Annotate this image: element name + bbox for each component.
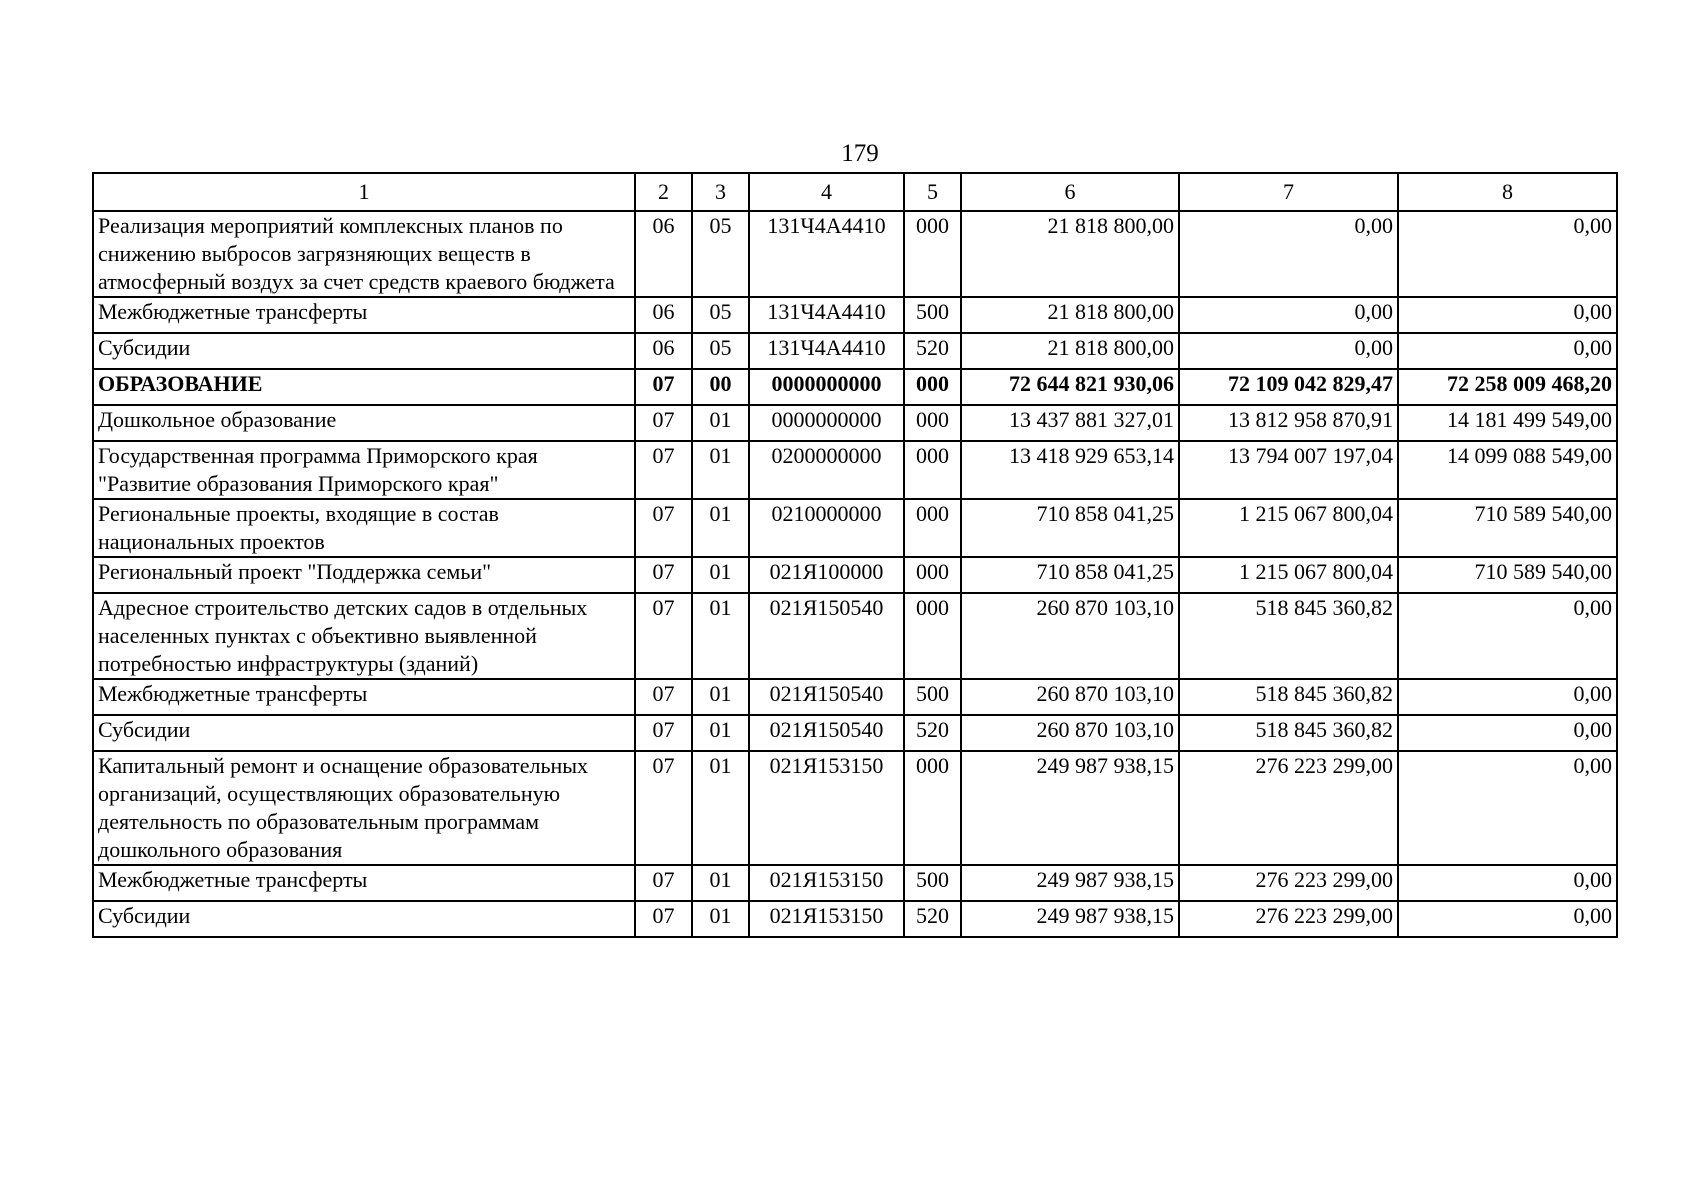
target-article-cell: 021Я153150 bbox=[749, 751, 904, 865]
expense-type-cell: 500 bbox=[904, 865, 961, 901]
section-code-cell: 07 bbox=[635, 593, 692, 679]
amount-col7-cell: 13 812 958 870,91 bbox=[1179, 405, 1398, 441]
row-name-cell: Реализация мероприятий комплексных планов по снижению выбросов загрязняющих веществ в атмосферный воздух за счет средств краевого бюджета bbox=[93, 211, 635, 297]
section-code-cell: 07 bbox=[635, 751, 692, 865]
target-article-cell: 021Я100000 bbox=[749, 557, 904, 593]
table-row bbox=[93, 499, 1617, 557]
amount-col8-cell: 72 258 009 468,20 bbox=[1398, 369, 1617, 405]
target-article-cell: 021Я150540 bbox=[749, 593, 904, 679]
amount-col6-cell: 21 818 800,00 bbox=[961, 297, 1179, 333]
amount-col8-cell: 0,00 bbox=[1398, 593, 1617, 679]
expense-type-cell: 520 bbox=[904, 715, 961, 751]
subsection-code-cell: 01 bbox=[692, 715, 749, 751]
amount-col8-cell: 14 181 499 549,00 bbox=[1398, 405, 1617, 441]
row-name-cell: Межбюджетные трансферты bbox=[93, 679, 635, 715]
subsection-code-cell: 00 bbox=[692, 369, 749, 405]
amount-col8-cell: 0,00 bbox=[1398, 333, 1617, 369]
column-header: 5 bbox=[904, 173, 961, 211]
amount-col6-cell: 13 437 881 327,01 bbox=[961, 405, 1179, 441]
row-name-cell: Адресное строительство детских садов в отдельных населенных пунктах с объективно выявленной потребностью инфраструктуры (зданий) bbox=[93, 593, 635, 679]
subsection-code-cell: 05 bbox=[692, 211, 749, 297]
amount-col7-cell: 0,00 bbox=[1179, 297, 1398, 333]
table-body bbox=[93, 211, 1617, 937]
amount-col7-cell: 72 109 042 829,47 bbox=[1179, 369, 1398, 405]
section-code-cell: 07 bbox=[635, 679, 692, 715]
expense-type-cell: 520 bbox=[904, 901, 961, 937]
amount-col7-cell: 0,00 bbox=[1179, 211, 1398, 297]
amount-col7-cell: 518 845 360,82 bbox=[1179, 593, 1398, 679]
expense-type-cell: 000 bbox=[904, 405, 961, 441]
section-code-cell: 06 bbox=[635, 297, 692, 333]
amount-col8-cell: 0,00 bbox=[1398, 715, 1617, 751]
section-code-cell: 07 bbox=[635, 369, 692, 405]
amount-col7-cell: 518 845 360,82 bbox=[1179, 715, 1398, 751]
row-name-cell: Региональный проект "Поддержка семьи" bbox=[93, 557, 635, 593]
table-row bbox=[93, 751, 1617, 865]
table-row bbox=[93, 865, 1617, 901]
amount-col7-cell: 276 223 299,00 bbox=[1179, 865, 1398, 901]
amount-col7-cell: 13 794 007 197,04 bbox=[1179, 441, 1398, 499]
amount-col7-cell: 0,00 bbox=[1179, 333, 1398, 369]
amount-col7-cell: 276 223 299,00 bbox=[1179, 901, 1398, 937]
section-code-cell: 07 bbox=[635, 441, 692, 499]
table-row bbox=[93, 715, 1617, 751]
column-header: 7 bbox=[1179, 173, 1398, 211]
expense-type-cell: 000 bbox=[904, 369, 961, 405]
row-name-cell: Субсидии bbox=[93, 333, 635, 369]
section-code-cell: 06 bbox=[635, 211, 692, 297]
column-header: 2 bbox=[635, 173, 692, 211]
row-name-cell: Капитальный ремонт и оснащение образовательных организаций, осуществляющих образовательную деятельность по образовательным программам дошкольного образования bbox=[93, 751, 635, 865]
subsection-code-cell: 01 bbox=[692, 441, 749, 499]
amount-col6-cell: 710 858 041,25 bbox=[961, 499, 1179, 557]
budget-table bbox=[92, 172, 1618, 938]
section-code-cell: 07 bbox=[635, 405, 692, 441]
subsection-code-cell: 01 bbox=[692, 865, 749, 901]
expense-type-cell: 000 bbox=[904, 441, 961, 499]
table-row bbox=[93, 333, 1617, 369]
amount-col7-cell: 1 215 067 800,04 bbox=[1179, 557, 1398, 593]
target-article-cell: 131Ч4А4410 bbox=[749, 211, 904, 297]
amount-col7-cell: 1 215 067 800,04 bbox=[1179, 499, 1398, 557]
amount-col7-cell: 276 223 299,00 bbox=[1179, 751, 1398, 865]
column-header: 1 bbox=[93, 173, 635, 211]
amount-col6-cell: 72 644 821 930,06 bbox=[961, 369, 1179, 405]
row-name-cell: Межбюджетные трансферты bbox=[93, 297, 635, 333]
table-row bbox=[93, 211, 1617, 297]
section-code-cell: 07 bbox=[635, 865, 692, 901]
subsection-code-cell: 05 bbox=[692, 297, 749, 333]
section-code-cell: 07 bbox=[635, 557, 692, 593]
target-article-cell: 0210000000 bbox=[749, 499, 904, 557]
expense-type-cell: 000 bbox=[904, 751, 961, 865]
column-header: 4 bbox=[749, 173, 904, 211]
subsection-code-cell: 01 bbox=[692, 751, 749, 865]
amount-col8-cell: 14 099 088 549,00 bbox=[1398, 441, 1617, 499]
table-row bbox=[93, 441, 1617, 499]
table-row bbox=[93, 679, 1617, 715]
expense-type-cell: 500 bbox=[904, 297, 961, 333]
row-name-cell: Региональные проекты, входящие в состав национальных проектов bbox=[93, 499, 635, 557]
expense-type-cell: 000 bbox=[904, 593, 961, 679]
expense-type-cell: 000 bbox=[904, 211, 961, 297]
amount-col6-cell: 13 418 929 653,14 bbox=[961, 441, 1179, 499]
row-name-cell: Государственная программа Приморского края "Развитие образования Приморского края" bbox=[93, 441, 635, 499]
table-row bbox=[93, 297, 1617, 333]
target-article-cell: 0200000000 bbox=[749, 441, 904, 499]
amount-col6-cell: 260 870 103,10 bbox=[961, 593, 1179, 679]
amount-col8-cell: 710 589 540,00 bbox=[1398, 499, 1617, 557]
target-article-cell: 021Я150540 bbox=[749, 715, 904, 751]
amount-col6-cell: 249 987 938,15 bbox=[961, 751, 1179, 865]
table-header bbox=[93, 173, 1617, 211]
target-article-cell: 131Ч4А4410 bbox=[749, 333, 904, 369]
table-row bbox=[93, 901, 1617, 937]
target-article-cell: 0000000000 bbox=[749, 369, 904, 405]
section-code-cell: 07 bbox=[635, 499, 692, 557]
section-code-cell: 06 bbox=[635, 333, 692, 369]
amount-col8-cell: 710 589 540,00 bbox=[1398, 557, 1617, 593]
subsection-code-cell: 01 bbox=[692, 499, 749, 557]
target-article-cell: 021Я150540 bbox=[749, 679, 904, 715]
target-article-cell: 021Я153150 bbox=[749, 865, 904, 901]
row-name-cell: Межбюджетные трансферты bbox=[93, 865, 635, 901]
table-row bbox=[93, 405, 1617, 441]
amount-col6-cell: 249 987 938,15 bbox=[961, 865, 1179, 901]
amount-col6-cell: 260 870 103,10 bbox=[961, 715, 1179, 751]
table-row bbox=[93, 369, 1617, 405]
table-row bbox=[93, 593, 1617, 679]
amount-col8-cell: 0,00 bbox=[1398, 901, 1617, 937]
amount-col7-cell: 518 845 360,82 bbox=[1179, 679, 1398, 715]
target-article-cell: 021Я153150 bbox=[749, 901, 904, 937]
row-name-cell: Субсидии bbox=[93, 901, 635, 937]
subsection-code-cell: 01 bbox=[692, 557, 749, 593]
target-article-cell: 0000000000 bbox=[749, 405, 904, 441]
subsection-code-cell: 01 bbox=[692, 593, 749, 679]
column-header: 3 bbox=[692, 173, 749, 211]
amount-col8-cell: 0,00 bbox=[1398, 679, 1617, 715]
amount-col6-cell: 21 818 800,00 bbox=[961, 333, 1179, 369]
expense-type-cell: 000 bbox=[904, 499, 961, 557]
amount-col6-cell: 260 870 103,10 bbox=[961, 679, 1179, 715]
section-code-cell: 07 bbox=[635, 715, 692, 751]
amount-col6-cell: 21 818 800,00 bbox=[961, 211, 1179, 297]
amount-col6-cell: 710 858 041,25 bbox=[961, 557, 1179, 593]
amount-col6-cell: 249 987 938,15 bbox=[961, 901, 1179, 937]
column-header: 6 bbox=[961, 173, 1179, 211]
column-header: 8 bbox=[1398, 173, 1617, 211]
expense-type-cell: 500 bbox=[904, 679, 961, 715]
table-row bbox=[93, 557, 1617, 593]
target-article-cell: 131Ч4А4410 bbox=[749, 297, 904, 333]
page-number: 179 bbox=[841, 140, 879, 167]
subsection-code-cell: 01 bbox=[692, 405, 749, 441]
subsection-code-cell: 05 bbox=[692, 333, 749, 369]
amount-col8-cell: 0,00 bbox=[1398, 211, 1617, 297]
section-code-cell: 07 bbox=[635, 901, 692, 937]
amount-col8-cell: 0,00 bbox=[1398, 751, 1617, 865]
subsection-code-cell: 01 bbox=[692, 901, 749, 937]
expense-type-cell: 520 bbox=[904, 333, 961, 369]
row-name-cell: Субсидии bbox=[93, 715, 635, 751]
amount-col8-cell: 0,00 bbox=[1398, 297, 1617, 333]
amount-col8-cell: 0,00 bbox=[1398, 865, 1617, 901]
expense-type-cell: 000 bbox=[904, 557, 961, 593]
row-name-cell: ОБРАЗОВАНИЕ bbox=[93, 369, 635, 405]
row-name-cell: Дошкольное образование bbox=[93, 405, 635, 441]
subsection-code-cell: 01 bbox=[692, 679, 749, 715]
